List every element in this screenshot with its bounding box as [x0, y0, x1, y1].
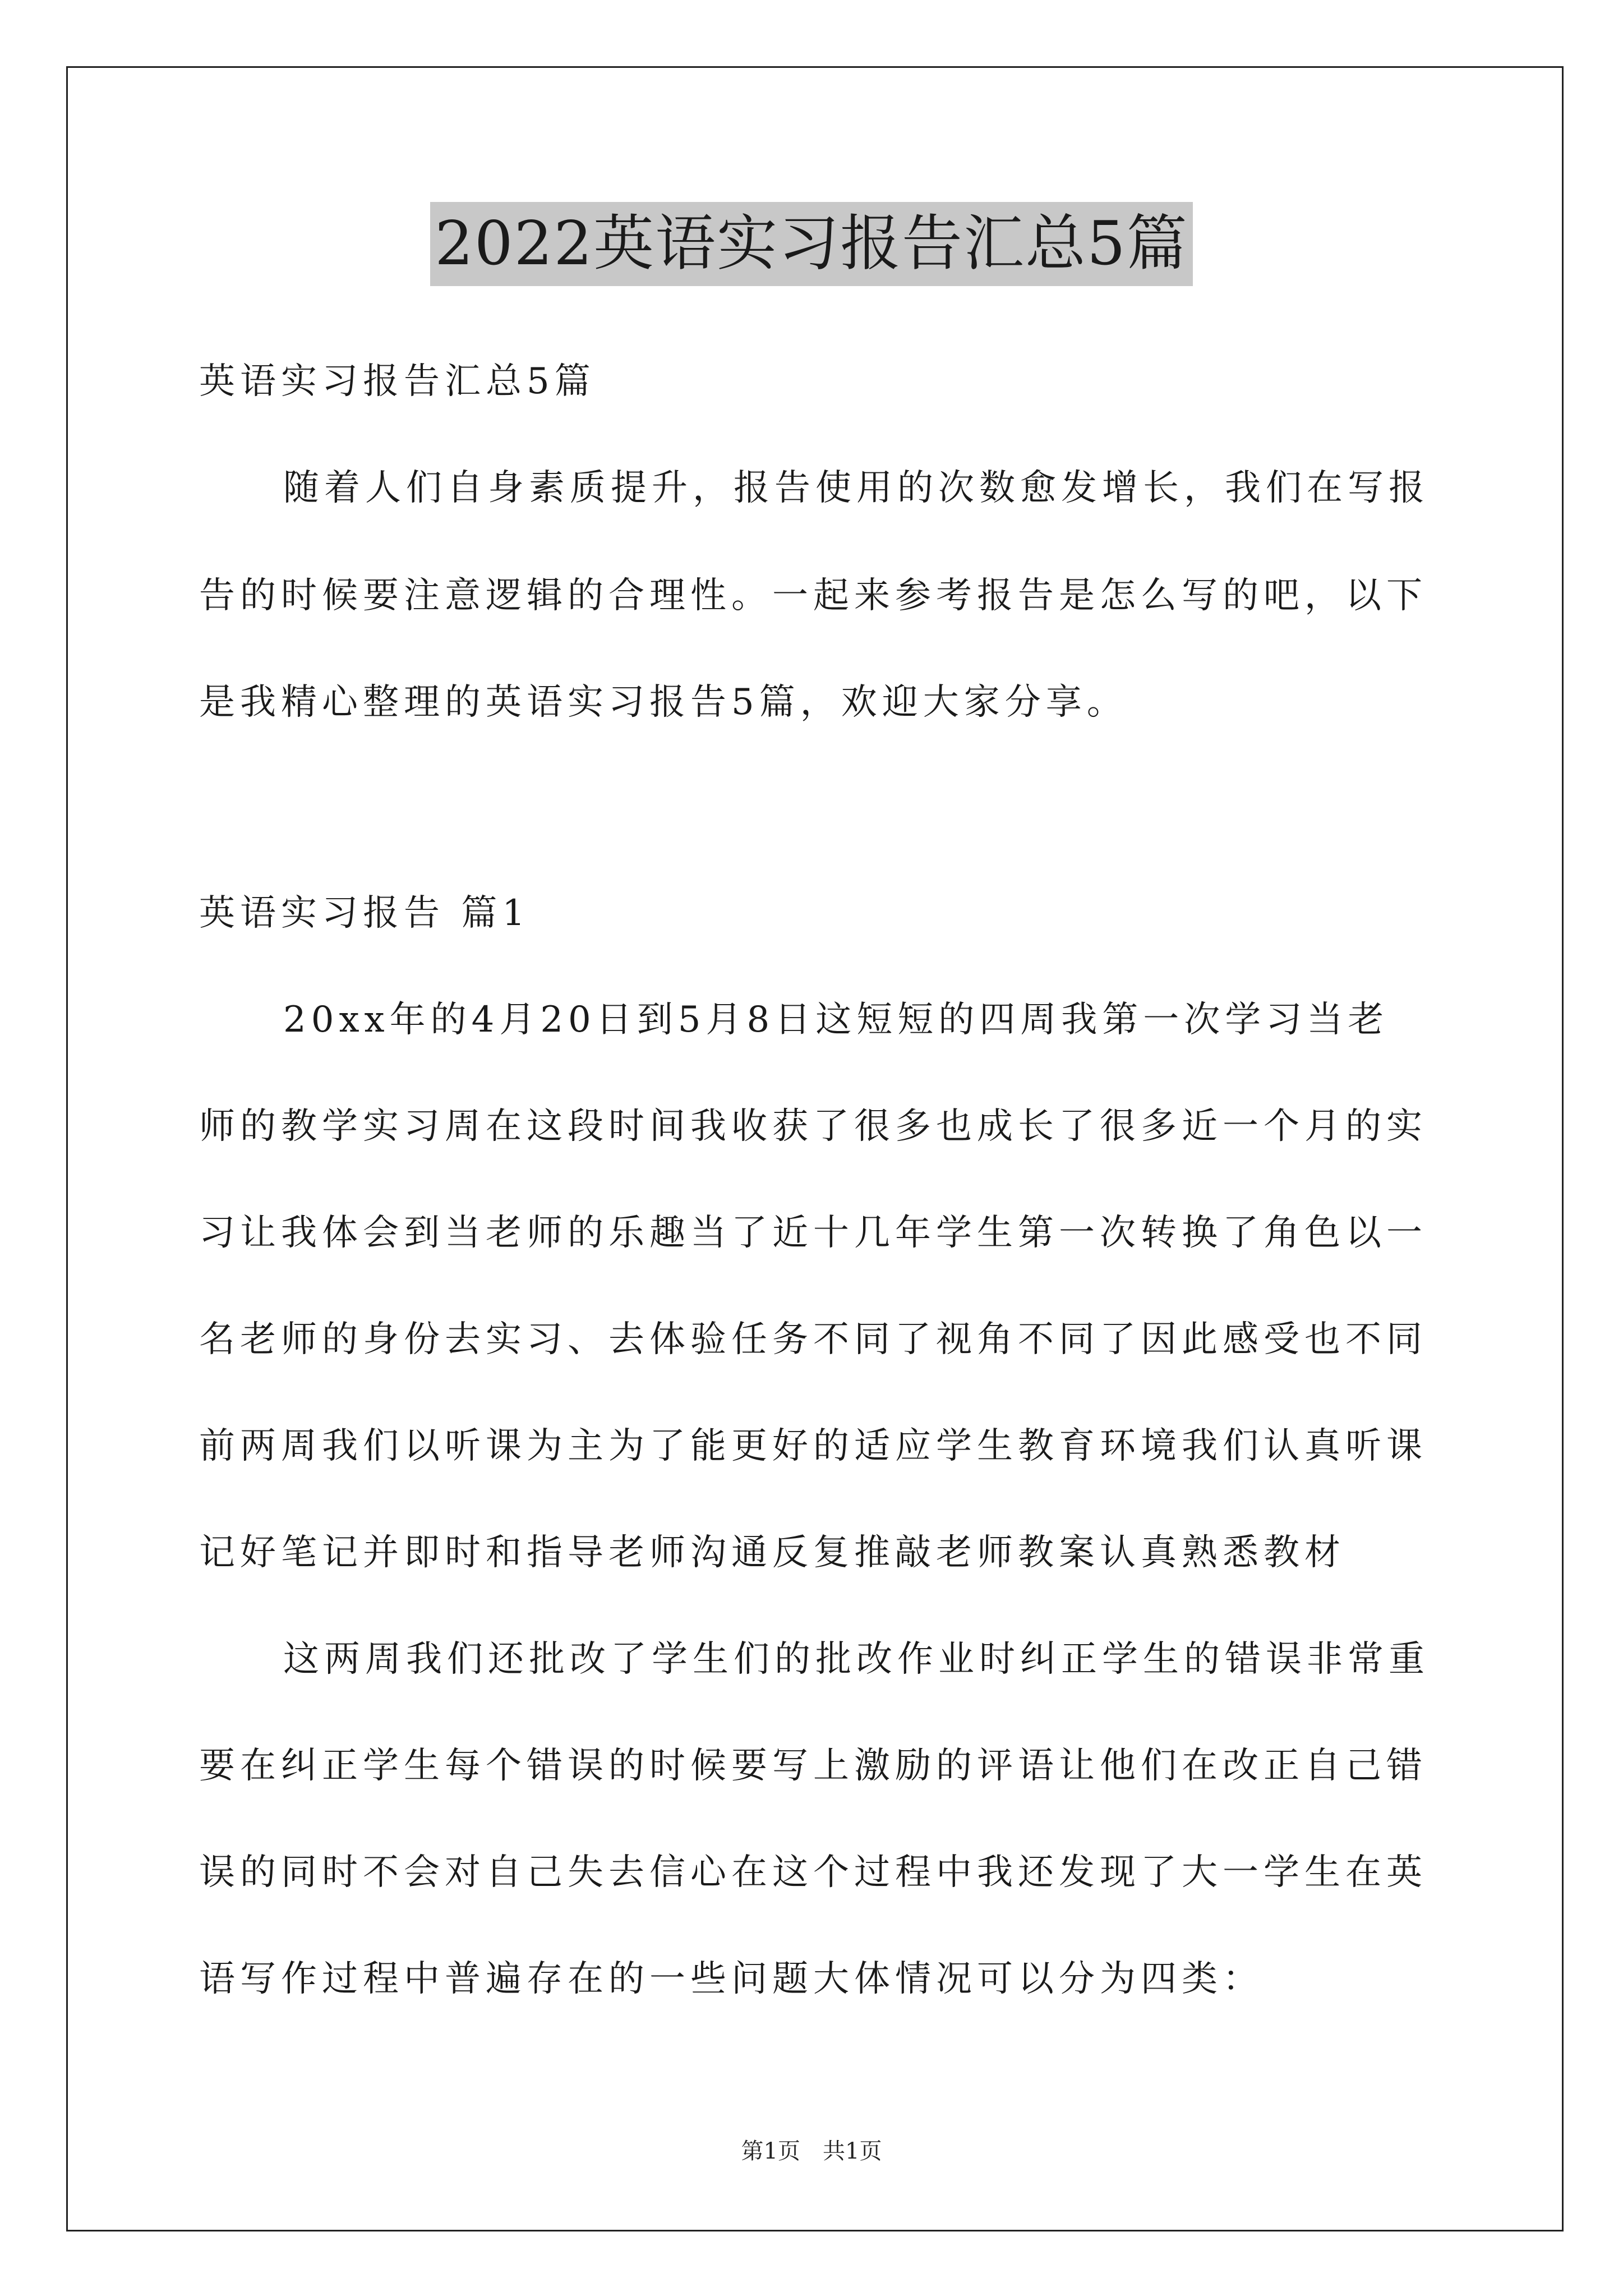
paragraph-line: 语写作过程中普遍存在的一些问题大体情况可以分为四类： — [199, 1958, 1264, 2000]
paragraph-line: 前两周我们以听课为主为了能更好的适应学生教育环境我们认真听课 — [199, 1425, 1427, 1467]
paragraph-line: 习让我体会到当老师的乐趣当了近十几年学生第一次转换了角色以一 — [199, 1212, 1427, 1254]
intro-line: 是我精心整理的英语实习报告5篇，欢迎大家分享。 — [199, 682, 1128, 723]
page-footer: 第1页 共1页 — [741, 2138, 882, 2164]
paragraph-line: 记好笔记并即时和指导老师沟通反复推敲老师教案认真熟悉教材 — [199, 1532, 1345, 1573]
title-wrap — [0, 202, 1623, 286]
document-title: 2022英语实习报告汇总5篇 — [430, 202, 1193, 286]
intro-line: 告的时候要注意逻辑的合理性。一起来参考报告是怎么写的吧，以下 — [199, 575, 1427, 616]
paragraph-line: 要在纠正学生每个错误的时候要写上激励的评语让他们在改正自己错 — [199, 1745, 1427, 1787]
paragraph-line: 师的教学实习周在这段时间我收获了很多也成长了很多近一个月的实 — [199, 1106, 1427, 1147]
paragraph-line: 20xx年的4月20日到5月8日这短短的四周我第一次学习当老 — [283, 999, 1389, 1041]
paragraph-line: 名老师的身份去实习、去体验任务不同了视角不同了因此感受也不同 — [199, 1319, 1427, 1360]
intro-line: 随着人们自身素质提升，报告使用的次数愈发增长，我们在写报 — [283, 467, 1430, 509]
document-subtitle: 英语实习报告汇总5篇 — [199, 361, 596, 402]
paragraph-line: 误的同时不会对自己失去信心在这个过程中我还发现了大一学生在英 — [199, 1852, 1427, 1893]
section-heading: 英语实习报告 篇1 — [199, 892, 531, 934]
paragraph-line: 这两周我们还批改了学生们的批改作业时纠正学生的错误非常重 — [283, 1639, 1430, 1680]
